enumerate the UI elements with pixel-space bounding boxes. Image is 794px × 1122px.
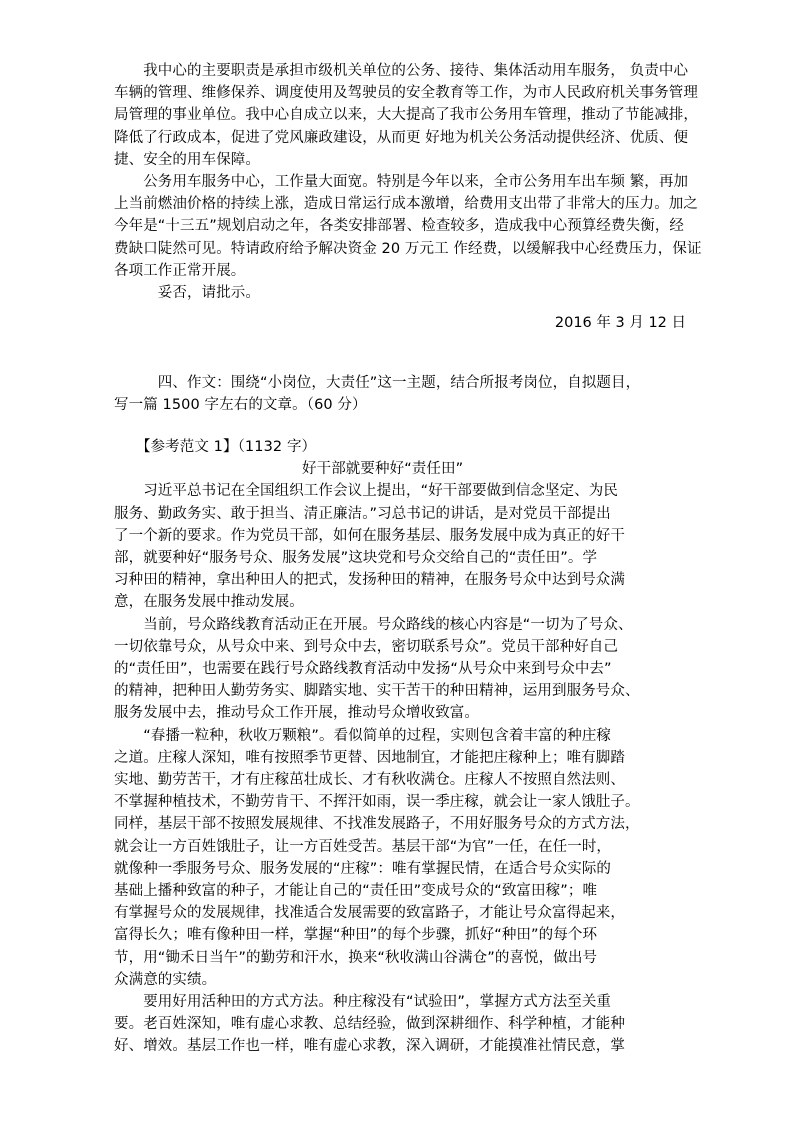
essay-title: 好干部就要种好“责任田” [302, 461, 464, 478]
letter-line: 捷、安全的用车保障。 [114, 151, 260, 168]
essay-line: 习种田的精神，拿出种田人的把式，发扬种田的精神，在服务号众中达到号众满 [114, 572, 625, 589]
task-line: 四、作文：围绕“小岗位，大责任”这一主题，结合所报考岗位，自拟题目， [114, 375, 641, 391]
letter-line: 局管理的事业单位。我中心自成立以来，大大提高了我市公务用车管理，推动了节能减排， [114, 107, 698, 124]
letter-line: 费缺口陡然可见。特请政府给予解决资金 20 万元工 作经费，以缓解我中心经费压力，保证 [114, 240, 702, 257]
letter-body [114, 60, 702, 304]
essay-line: 众满意的实绩。 [114, 971, 217, 988]
task-line: 写一篇 1500 字左右的文章。（60 分） [114, 397, 367, 414]
essay-body [114, 480, 640, 1057]
reference-essay-label: 【参考范文 1】（1132 字） [114, 439, 317, 455]
letter-line: 公务用车服务中心，工作量大面宽。特别是今年以来，全市公务用车出车频 繁，再加 [114, 174, 689, 191]
essay-line: 服务、勤政务实、敢于担当、清正廉洁。”习总书记的讲话，是对党员干部提出 [114, 505, 611, 522]
essay-line: 同样，基层干部不按照发展规律、不找准发展路子，不用好服务号众的方式方法， [114, 816, 640, 833]
letter-line: 车辆的管理、维修保养、调度使用及驾驶员的安全教育等工作，为市人民政府机关事务管理 [114, 85, 698, 102]
essay-line: 意，在服务发展中推动发展。 [114, 594, 304, 611]
essay-line: 要用好用活种田的方式方法。种庄稼没有“试验田”，掌握方式方法至关重 [114, 994, 612, 1011]
essay-line: 当前，号众路线教育活动正在开展。号众路线的核心内容是“一切为了号众、 [114, 616, 633, 633]
letter-line: 我中心的主要职责是承担市级机关单位的公务、接待、集体活动用车服务， 负责中心 [114, 63, 689, 79]
essay-line: 服务发展中去，推动号众工作开展，推动号众增收致富。 [114, 705, 479, 722]
letter-date: 2016 年 3 月 12 日 [554, 315, 686, 331]
essay-line: 好、增效。基层工作也一样，唯有虚心求教，深入调研，才能摸准社情民意，掌 [114, 1038, 625, 1055]
essay-line: 实地、勤劳苦干，才有庄稼茁壮成长、才有秋收满仓。庄稼人不按照自然法则、 [114, 772, 625, 789]
essay-line: 要。老百姓深知，唯有虚心求教、总结经验，做到深耕细作、科学种植，才能种 [114, 1016, 625, 1033]
essay-line: 就像种一季服务号众、服务发展的“庄稼”：唯有掌握民情，在适合号众实际的 [114, 860, 612, 877]
essay-line: 的“责任田”，也需要在践行号众路线教育活动中发扬“从号众中来到号众中去” [114, 661, 612, 678]
essay-line: 不掌握种植技术，不勤劳肯干、不挥汗如雨，误一季庄稼，就会让一家人饿肚子。 [114, 794, 640, 811]
letter-line: 上当前燃油价格的持续上涨，造成日常运行成本激增，给费用支出带了非常大的压力。加之 [114, 196, 698, 213]
letter-line: 各项工作正常开展。 [114, 262, 246, 279]
essay-line: 节，用“锄禾日当午”的勤劳和汗水，换来“秋收满山谷满仓”的喜悦，做出号 [114, 949, 598, 966]
essay-line: 了一个新的要求。作为党员干部，如何在服务基层、服务发展中成为真正的好干 [114, 527, 625, 544]
essay-line: 习近平总书记在全国组织工作会议上提出，“好干部要做到信念坚定、为民 [114, 483, 619, 500]
letter-line: 妥否，请批示。 [114, 285, 260, 302]
essay-line: 的精神，把种田人勤劳务实、脚踏实地、实干苦干的种田精神，运用到服务号众、 [114, 683, 640, 700]
essay-line: 就会让一方百姓饿肚子，让一方百姓受苦。基层干部“为官”一任，在任一时， [114, 838, 612, 855]
essay-line: 基础上播种致富的种子，才能让自己的“责任田”变成号众的“致富田稼”；唯 [114, 883, 598, 900]
essay-line: 富得长久；唯有像种田一样，掌握“种田”的每个步骤，抓好“种田”的每个环 [114, 927, 598, 944]
letter-line: 降低了行政成本，促进了党风廉政建设，从而更 好地为机关公务活动提供经济、优质、便 [114, 129, 689, 146]
letter-line: 今年是“十三五”规划启动之年，各类安排部署、检查较多，造成我中心预算经费失衡，经 [114, 218, 685, 235]
essay-line: 有掌握号众的发展规律，找准适合发展需要的致富路子，才能让号众富得起来， [114, 905, 625, 922]
essay-line: 之道。庄稼人深知，唯有按照季节更替、因地制宜，才能把庄稼种上；唯有脚踏 [114, 749, 625, 766]
essay-line: 一切依靠号众，从号众中来、到号众中去，密切联系号众”。党员干部种好自己 [114, 638, 619, 655]
essay-task-prompt [114, 372, 641, 416]
essay-line: 部，就要种好“服务号众、服务发展”这块党和号众交给自己的“责任田”。学 [114, 550, 598, 567]
essay-line: “春播一粒种，秋收万颗粮”。看似简单的过程，实则包含着丰富的种庄稼 [114, 727, 612, 744]
reference-essay [114, 436, 640, 1058]
